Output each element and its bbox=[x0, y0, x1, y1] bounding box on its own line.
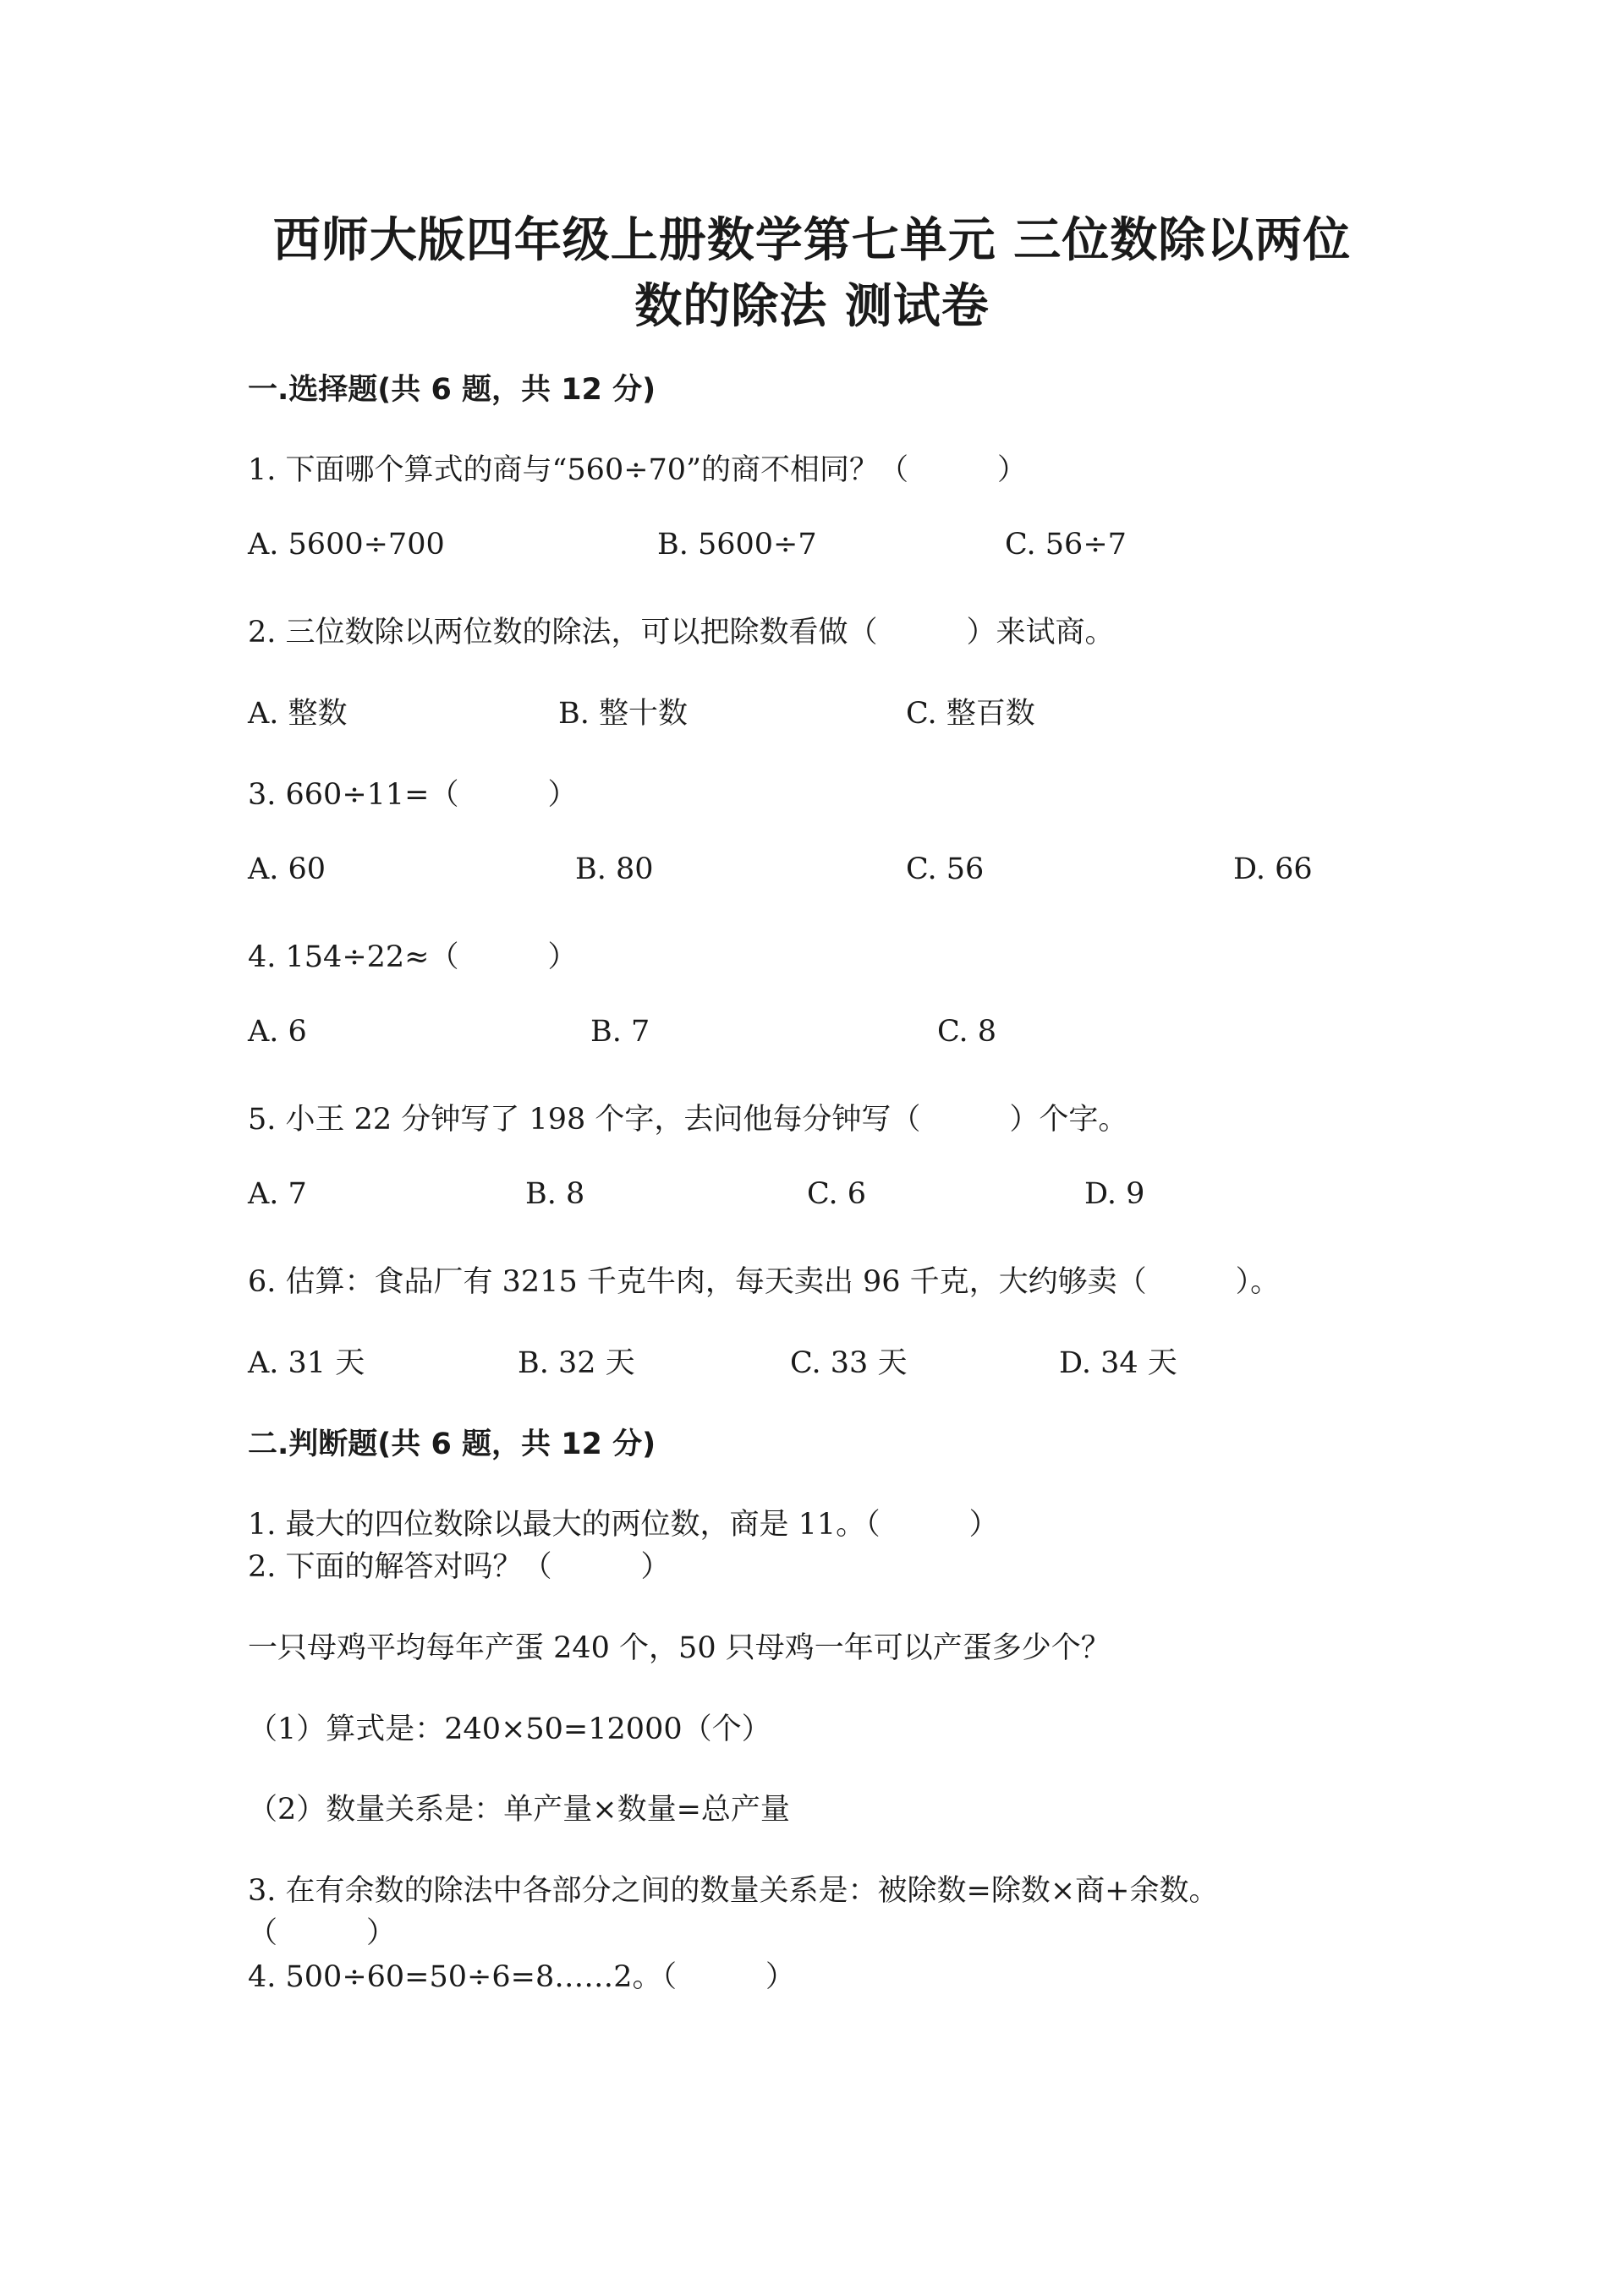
q3-option-b: B. 80 bbox=[575, 852, 654, 886]
q1-option-b: B. 5600÷7 bbox=[657, 528, 817, 562]
judgment-2: 2. 下面的解答对吗？（ ） bbox=[248, 1550, 671, 1584]
q3-option-d: D. 66 bbox=[1233, 852, 1313, 886]
q3-option-a: A. 60 bbox=[248, 852, 326, 886]
q4-option-b: B. 7 bbox=[590, 1015, 650, 1049]
question-2: 2. 三位数除以两位数的除法，可以把除数看做（ ）来试商。 bbox=[248, 616, 1115, 649]
section-heading-choice: 一.选择题(共 6 题，共 12 分) bbox=[248, 373, 656, 407]
question-6: 6. 估算：食品厂有 3215 千克牛肉，每天卖出 96 千克，大约够卖（ ）。 bbox=[248, 1265, 1281, 1299]
q2-option-b: B. 整十数 bbox=[558, 697, 688, 731]
question-4: 4. 154÷22≈（ ） bbox=[248, 940, 578, 974]
q2-option-c: C. 整百数 bbox=[906, 697, 1035, 731]
judgment-2-step-2: （2）数量关系是：单产量×数量=总产量 bbox=[248, 1793, 790, 1827]
judgment-4: 4. 500÷60=50÷6=8……2。（ ） bbox=[248, 1960, 796, 1994]
q4-option-c: C. 8 bbox=[937, 1015, 997, 1049]
q5-option-d: D. 9 bbox=[1084, 1177, 1145, 1211]
q1-option-c: C. 56÷7 bbox=[1005, 528, 1127, 562]
q1-option-a: A. 5600÷700 bbox=[248, 528, 445, 562]
q6-option-d: D. 34 天 bbox=[1059, 1346, 1177, 1380]
q2-option-a: A. 整数 bbox=[248, 697, 348, 731]
judgment-1: 1. 最大的四位数除以最大的两位数，商是 11。（ ） bbox=[248, 1508, 999, 1542]
judgment-2-step-1: （1）算式是：240×50=12000（个） bbox=[248, 1712, 771, 1746]
q3-option-c: C. 56 bbox=[906, 852, 985, 886]
q5-option-c: C. 6 bbox=[807, 1177, 867, 1211]
question-1: 1. 下面哪个算式的商与“560÷70”的商不相同？（ ） bbox=[248, 453, 1027, 487]
section-heading-judgment: 二.判断题(共 6 题，共 12 分) bbox=[248, 1427, 656, 1461]
judgment-2-problem: 一只母鸡平均每年产蛋 240 个，50 只母鸡一年可以产蛋多少个？ bbox=[248, 1631, 1111, 1665]
judgment-3-blank: （ ） bbox=[248, 1916, 397, 1950]
q4-option-a: A. 6 bbox=[248, 1015, 307, 1049]
q6-option-c: C. 33 天 bbox=[790, 1346, 908, 1380]
question-5: 5. 小王 22 分钟写了 198 个字，去问他每分钟写（ ）个字。 bbox=[248, 1103, 1128, 1137]
question-3: 3. 660÷11=（ ） bbox=[248, 778, 578, 812]
q5-option-b: B. 8 bbox=[525, 1177, 585, 1211]
q6-option-a: A. 31 天 bbox=[248, 1346, 365, 1380]
page-title-line-1: 西师大版四年级上册数学第七单元 三位数除以两位 bbox=[272, 213, 1352, 268]
page-title-line-2: 数的除法 测试卷 bbox=[634, 279, 990, 334]
q6-option-b: B. 32 天 bbox=[518, 1346, 635, 1380]
judgment-3: 3. 在有余数的除法中各部分之间的数量关系是：被除数=除数×商+余数。 bbox=[248, 1874, 1219, 1908]
q5-option-a: A. 7 bbox=[248, 1177, 307, 1211]
